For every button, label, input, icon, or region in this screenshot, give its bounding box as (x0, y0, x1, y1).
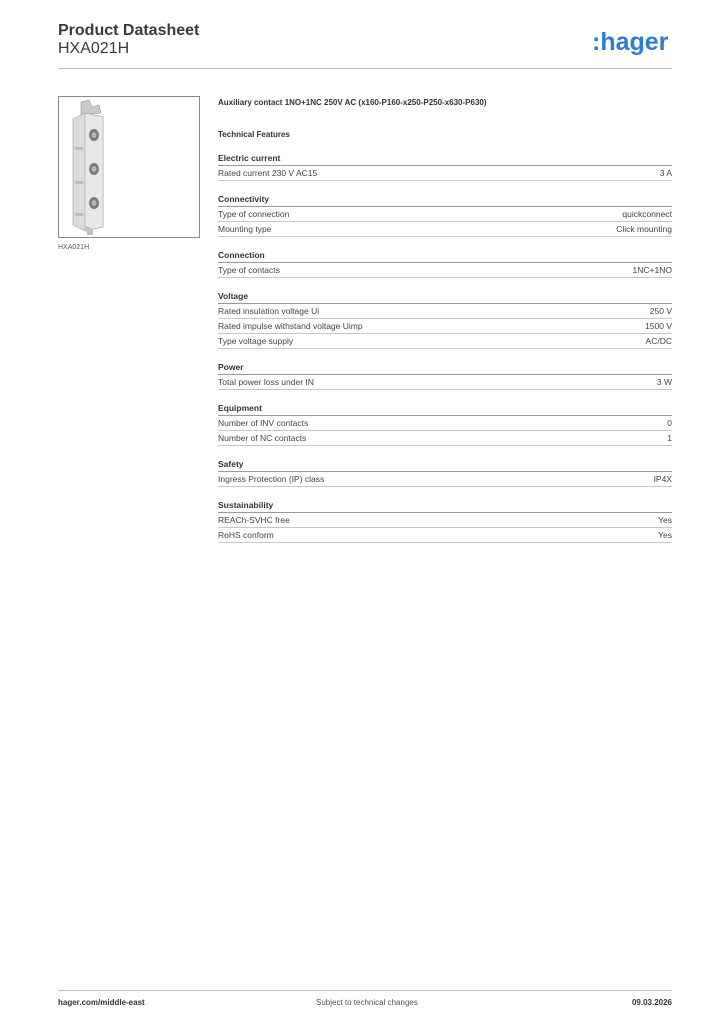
feature-row (218, 528, 672, 543)
feature-row (218, 207, 672, 222)
feature-value: Yes (658, 515, 672, 525)
feature-label: Number of NC contacts (218, 433, 307, 443)
section-title: Safety (218, 459, 672, 472)
feature-section (218, 153, 672, 181)
feature-value: 3 A (659, 168, 672, 178)
feature-section (218, 194, 672, 237)
feature-value: 3 W (656, 377, 672, 387)
feature-section (218, 362, 672, 390)
feature-section (218, 459, 672, 487)
header-divider (58, 68, 672, 69)
product-image (58, 96, 200, 238)
feature-row (218, 166, 672, 181)
hager-logo (592, 26, 674, 58)
section-title: Electric current (218, 153, 672, 166)
feature-label: Ingress Protection (IP) class (218, 474, 325, 484)
datasheet-content (218, 96, 672, 543)
feature-section (218, 291, 672, 349)
feature-section (218, 250, 672, 278)
feature-section (218, 500, 672, 543)
footer-website: hager.com/middle-east (58, 998, 145, 1007)
feature-label: Type of contacts (218, 265, 280, 275)
feature-label: Rated insulation voltage Ui (218, 306, 320, 316)
feature-label: Type of connection (218, 209, 290, 219)
feature-row (218, 472, 672, 487)
feature-value: 1NC+1NO (632, 265, 672, 275)
feature-value: 0 (667, 418, 672, 428)
hager-logo-text: :hager (592, 28, 669, 56)
feature-value: AC/DC (645, 336, 672, 346)
section-title: Connectivity (218, 194, 672, 207)
section-title: Equipment (218, 403, 672, 416)
section-title: Sustainability (218, 500, 672, 513)
feature-value: 1500 V (645, 321, 672, 331)
feature-row (218, 304, 672, 319)
feature-label: Type voltage supply (218, 336, 294, 346)
feature-sections (218, 153, 672, 543)
feature-row (218, 319, 672, 334)
page-header-subtitle: HXA021H (58, 40, 130, 57)
section-title: Connection (218, 250, 672, 263)
feature-label: Rated current 230 V AC15 (218, 168, 318, 178)
section-title: Power (218, 362, 672, 375)
feature-row (218, 416, 672, 431)
feature-label: REACh-SVHC free (218, 515, 290, 525)
feature-section (218, 403, 672, 446)
footer-notice: Subject to technical changes (316, 998, 418, 1007)
feature-label: Total power loss under IN (218, 377, 314, 387)
feature-row (218, 431, 672, 446)
product-image-caption: HXA021H (58, 244, 90, 251)
feature-label: RoHS conform (218, 530, 274, 540)
technical-features-title: Technical Features (218, 130, 290, 139)
feature-value: Click mounting (616, 224, 672, 234)
feature-value: IP4X (653, 474, 672, 484)
section-title: Voltage (218, 291, 672, 304)
feature-row (218, 513, 672, 528)
feature-value: quickconnect (622, 209, 672, 219)
product-description: Auxiliary contact 1NO+1NC 250V AC (x160-P160-x250-P250-x630-P630) (218, 98, 487, 107)
feature-value: Yes (658, 530, 672, 540)
feature-row (218, 375, 672, 390)
feature-label: Number of INV contacts (218, 418, 309, 428)
feature-value: 250 V (649, 306, 672, 316)
auxiliary-contact-image (59, 97, 199, 237)
footer-divider (58, 990, 672, 991)
feature-value: 1 (667, 433, 672, 443)
page-header-title: Product Datasheet (58, 22, 200, 39)
feature-row (218, 334, 672, 349)
feature-row (218, 222, 672, 237)
feature-label: Rated impulse withstand voltage Uimp (218, 321, 363, 331)
feature-label: Mounting type (218, 224, 272, 234)
footer-date: 09.03.2026 (631, 998, 672, 1007)
feature-row (218, 263, 672, 278)
